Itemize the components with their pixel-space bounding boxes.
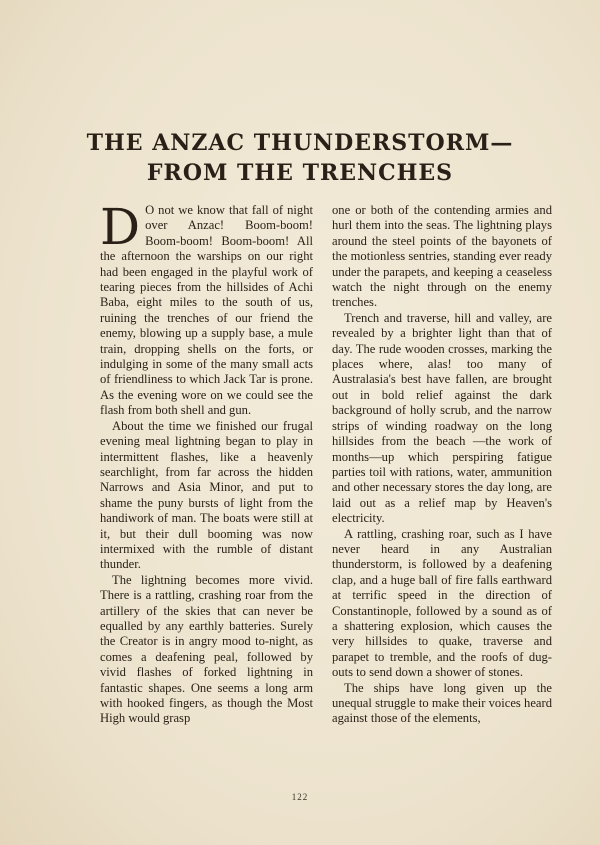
paragraph: A rattling, crashing roar, such as I have never heard in any Australian thunderstorm, is followed by a deafening clap, and a huge ball of fire falls earthward at terrific speed in the direction of Constantinople, followed by a sound as of a shattering explosion, which causes the very hillsides to quake, traverse and parapet to tremble, and the roofs of dug-outs to send down a shower of stones. xyxy=(332,526,552,680)
paragraph-text: O not we know that fall of night over Anzac! Boom-boom! Boom-boom! Boom-boom! All the afternoon the warships on our right had been engaged in the playful work of tearing pieces from the hillsides of Achi Baba, eight miles to the south of us, ruining the trenches of our friend the enemy, blowing up a supply base, a mule train, dropping shells on the forts, or indulging in some of the many small acts of friendliness to which Jack Tar is prone. As the evening wore on we could see the flash from both shell and gun. xyxy=(100,203,313,418)
title-line-2: FROM THE TRENCHES xyxy=(146,160,454,186)
left-column xyxy=(100,198,313,727)
paragraph: The lightning becomes more vivid. There is a rattling, crashing roar from the artillery of the skies that can never be equalled by any earthly batteries. Surely the Creator is in angry mood to-night, as comes a deafening peal, followed by vivid flashes of forked lightning in fantastic shapes. One seems a long arm with hooked fingers, as though the Most High would grasp xyxy=(100,572,313,726)
article-title xyxy=(60,128,540,188)
paragraph: The ships have long given up the unequal struggle to make their voices heard against those of the elements, xyxy=(332,680,552,726)
paragraph: Trench and traverse, hill and valley, are revealed by a brighter light than that of day. The rude wooden crosses, marking the places where, alas! too many of Australasia's best have fallen, are brought out in bold relief against the dark background of holly scrub, and the narrow strips of winding roadway on the long hillsides from the beach —the work of months—up which perspiring fatigue parties toil with rations, water, ammunition and other necessary stores the day long, are laid out as a relief map by Heaven's electricity. xyxy=(332,310,552,526)
title-line-1: THE ANZAC THUNDERSTORM— xyxy=(86,130,514,156)
paragraph xyxy=(100,198,313,419)
paragraph: one or both of the contending armies and hurl them into the seas. The lightning plays around the steel points of the bayonets of the motionless sentries, standing ever ready under the parapets, and keeping a ceaseless watch the night through on the enemy trenches. xyxy=(332,203,552,310)
right-column xyxy=(332,203,552,727)
paragraph: About the time we finished our frugal evening meal lightning began to play in intermittent flashes, like a heavenly searchlight, from far across the hidden Narrows and Asia Minor, and put to shame the puny bursts of light from the handiwork of man. The boats were still at it, but their dull booming was now intermixed with the rumble of distant thunder. xyxy=(100,418,313,572)
page-number: 122 xyxy=(291,792,309,802)
drop-cap: D xyxy=(100,198,141,256)
